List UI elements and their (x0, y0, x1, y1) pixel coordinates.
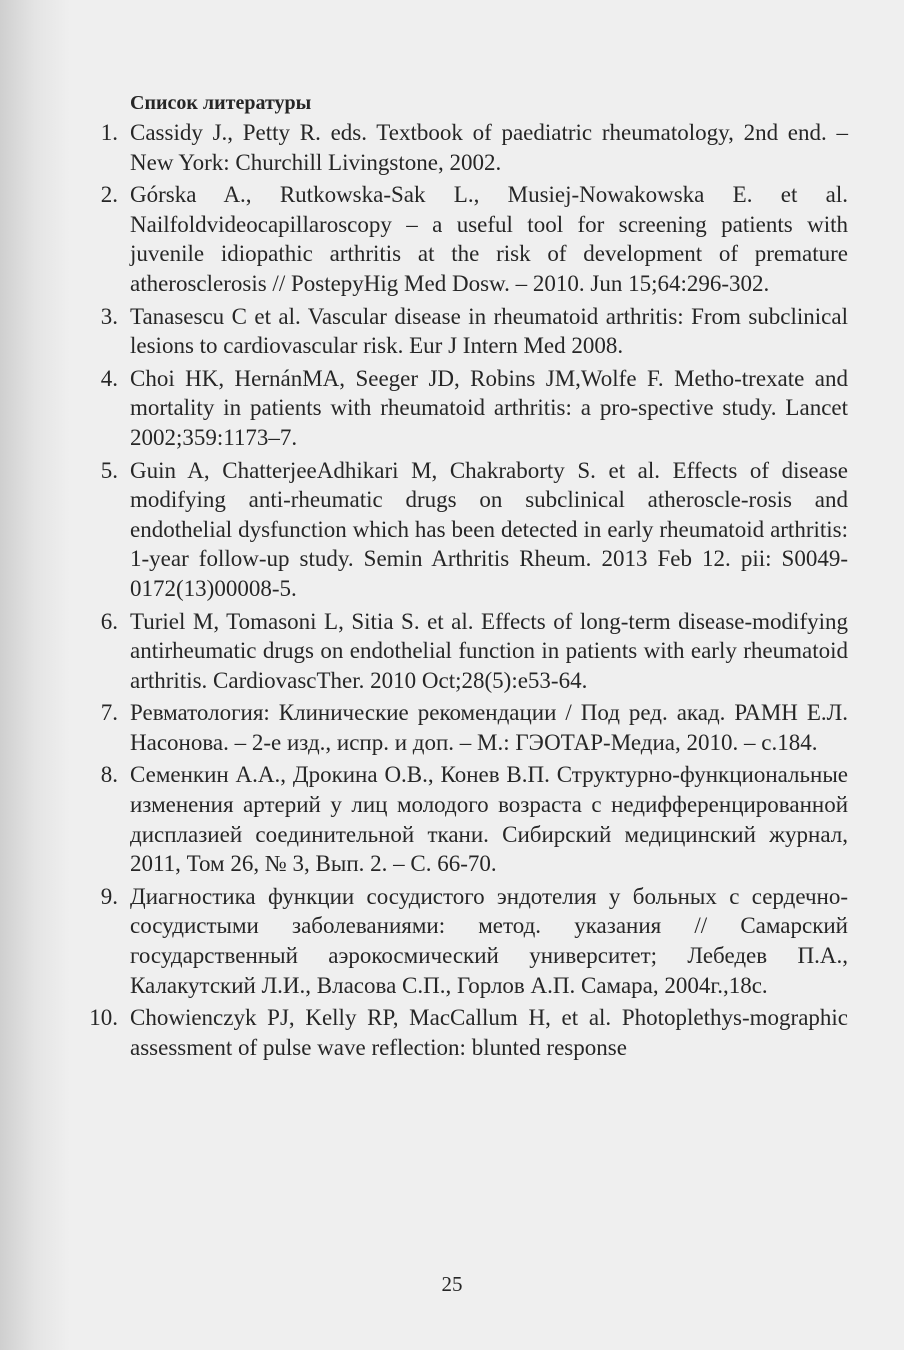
reference-number: 8. (100, 762, 118, 788)
reference-item (78, 698, 848, 757)
reference-item (78, 118, 848, 177)
reference-number: 1. (100, 120, 118, 145)
reference-number: 6. (100, 608, 118, 634)
reference-number: 5. (100, 457, 118, 483)
reference-number: 10. (89, 1005, 118, 1031)
reference-text: Choi HK, HernánMA, Seeger JD, Robins JM,Wolfe F. Metho-trexate and mortality in patients with rheumatoid arthritis: a pro-spective study. Lancet 2002;359:1173–7. (130, 365, 848, 450)
reference-text: Tanasescu C et al. Vascular disease in rheumatoid arthritis: From subclinical lesions to cardiovascular risk. Eur J Intern Med 2008. (130, 303, 848, 359)
reference-item (78, 180, 848, 298)
reference-text: Диагностика функции сосудистого эндотелия у больных с сердечно-сосудистыми заболеваниями: метод. указания // Самарский государственный аэрокосмический университет; Лебедев П.А., Калакутский Л.И., Власова С.П., Горлов А.П. Самара, 2004г.,18с. (130, 883, 848, 998)
reference-number: 7. (100, 700, 118, 726)
page-number: 25 (441, 1272, 463, 1296)
reference-item (78, 607, 848, 696)
reference-text: Górska A., Rutkowska-Sak L., Musiej-Nowakowska E. et al. Nailfoldvideocapillaroscopy – a useful tool for screening patients with juvenile idiopathic arthritis at the risk of development of premature atherosclerosis // PostepyHig Med Dosw. – 2010. Jun 15;64:296-302. (130, 182, 848, 296)
reference-item (78, 882, 848, 1000)
page-edge-shadow (0, 0, 70, 1350)
reference-list (78, 118, 848, 1062)
reference-text: Guin A, ChatterjeeAdhikari M, Chakraborty S. et al. Effects of disease modifying anti-rheumatic drugs on subclinical atheroscle-rosis and endothelial dysfunction which has been detected in early rheumatoid arthritis: 1-year follow-up study. Semin Arthritis Rheum. 2013 Feb 12. pii: S0049-0172(13)00008-5. (130, 457, 848, 601)
reference-text: Chowienczyk PJ, Kelly RP, MacCallum H, et al. Photoplethys-mographic assessment of pulse wave reflection: blunted response (130, 1005, 848, 1060)
reference-number: 2. (100, 182, 118, 208)
reference-text: Turiel M, Tomasoni L, Sitia S. et al. Effects of long-term disease-modifying antirheumatic drugs on endothelial function in patients with early rheumatoid arthritis. CardiovascTher. 2010 Oct;28(5):e53-64. (130, 608, 848, 693)
reference-item (78, 456, 848, 604)
reference-text: Семенкин А.А., Дрокина О.В., Конев В.П. Структурно-функциональные изменения артерий у лиц молодого возраста с недифференцированной дисплазией соединительной ткани. Сибирский медицинский журнал, 2011, Том 26, № 3, Вып. 2. – С. 66-70. (130, 762, 848, 877)
reference-item (78, 1003, 848, 1062)
reference-text: Ревматология: Клинические рекомендации / Под ред. акад. РАМН Е.Л. Насонова. – 2-е изд., испр. и доп. – М.: ГЭОТАР-Медиа, 2010. – с.184. (130, 700, 848, 755)
reference-number: 4. (100, 365, 118, 391)
reference-text: Cassidy J., Petty R. eds. Textbook of paediatric rheumatology, 2nd end. – New York: Churchill Livingstone, 2002. (130, 120, 848, 175)
reference-item (78, 302, 848, 361)
reference-number: 3. (100, 303, 118, 329)
section-heading: Список литературы (130, 92, 312, 114)
reference-item (78, 760, 848, 878)
reference-number: 9. (100, 883, 118, 909)
reference-item (78, 364, 848, 453)
bibliography-section (78, 90, 848, 1065)
